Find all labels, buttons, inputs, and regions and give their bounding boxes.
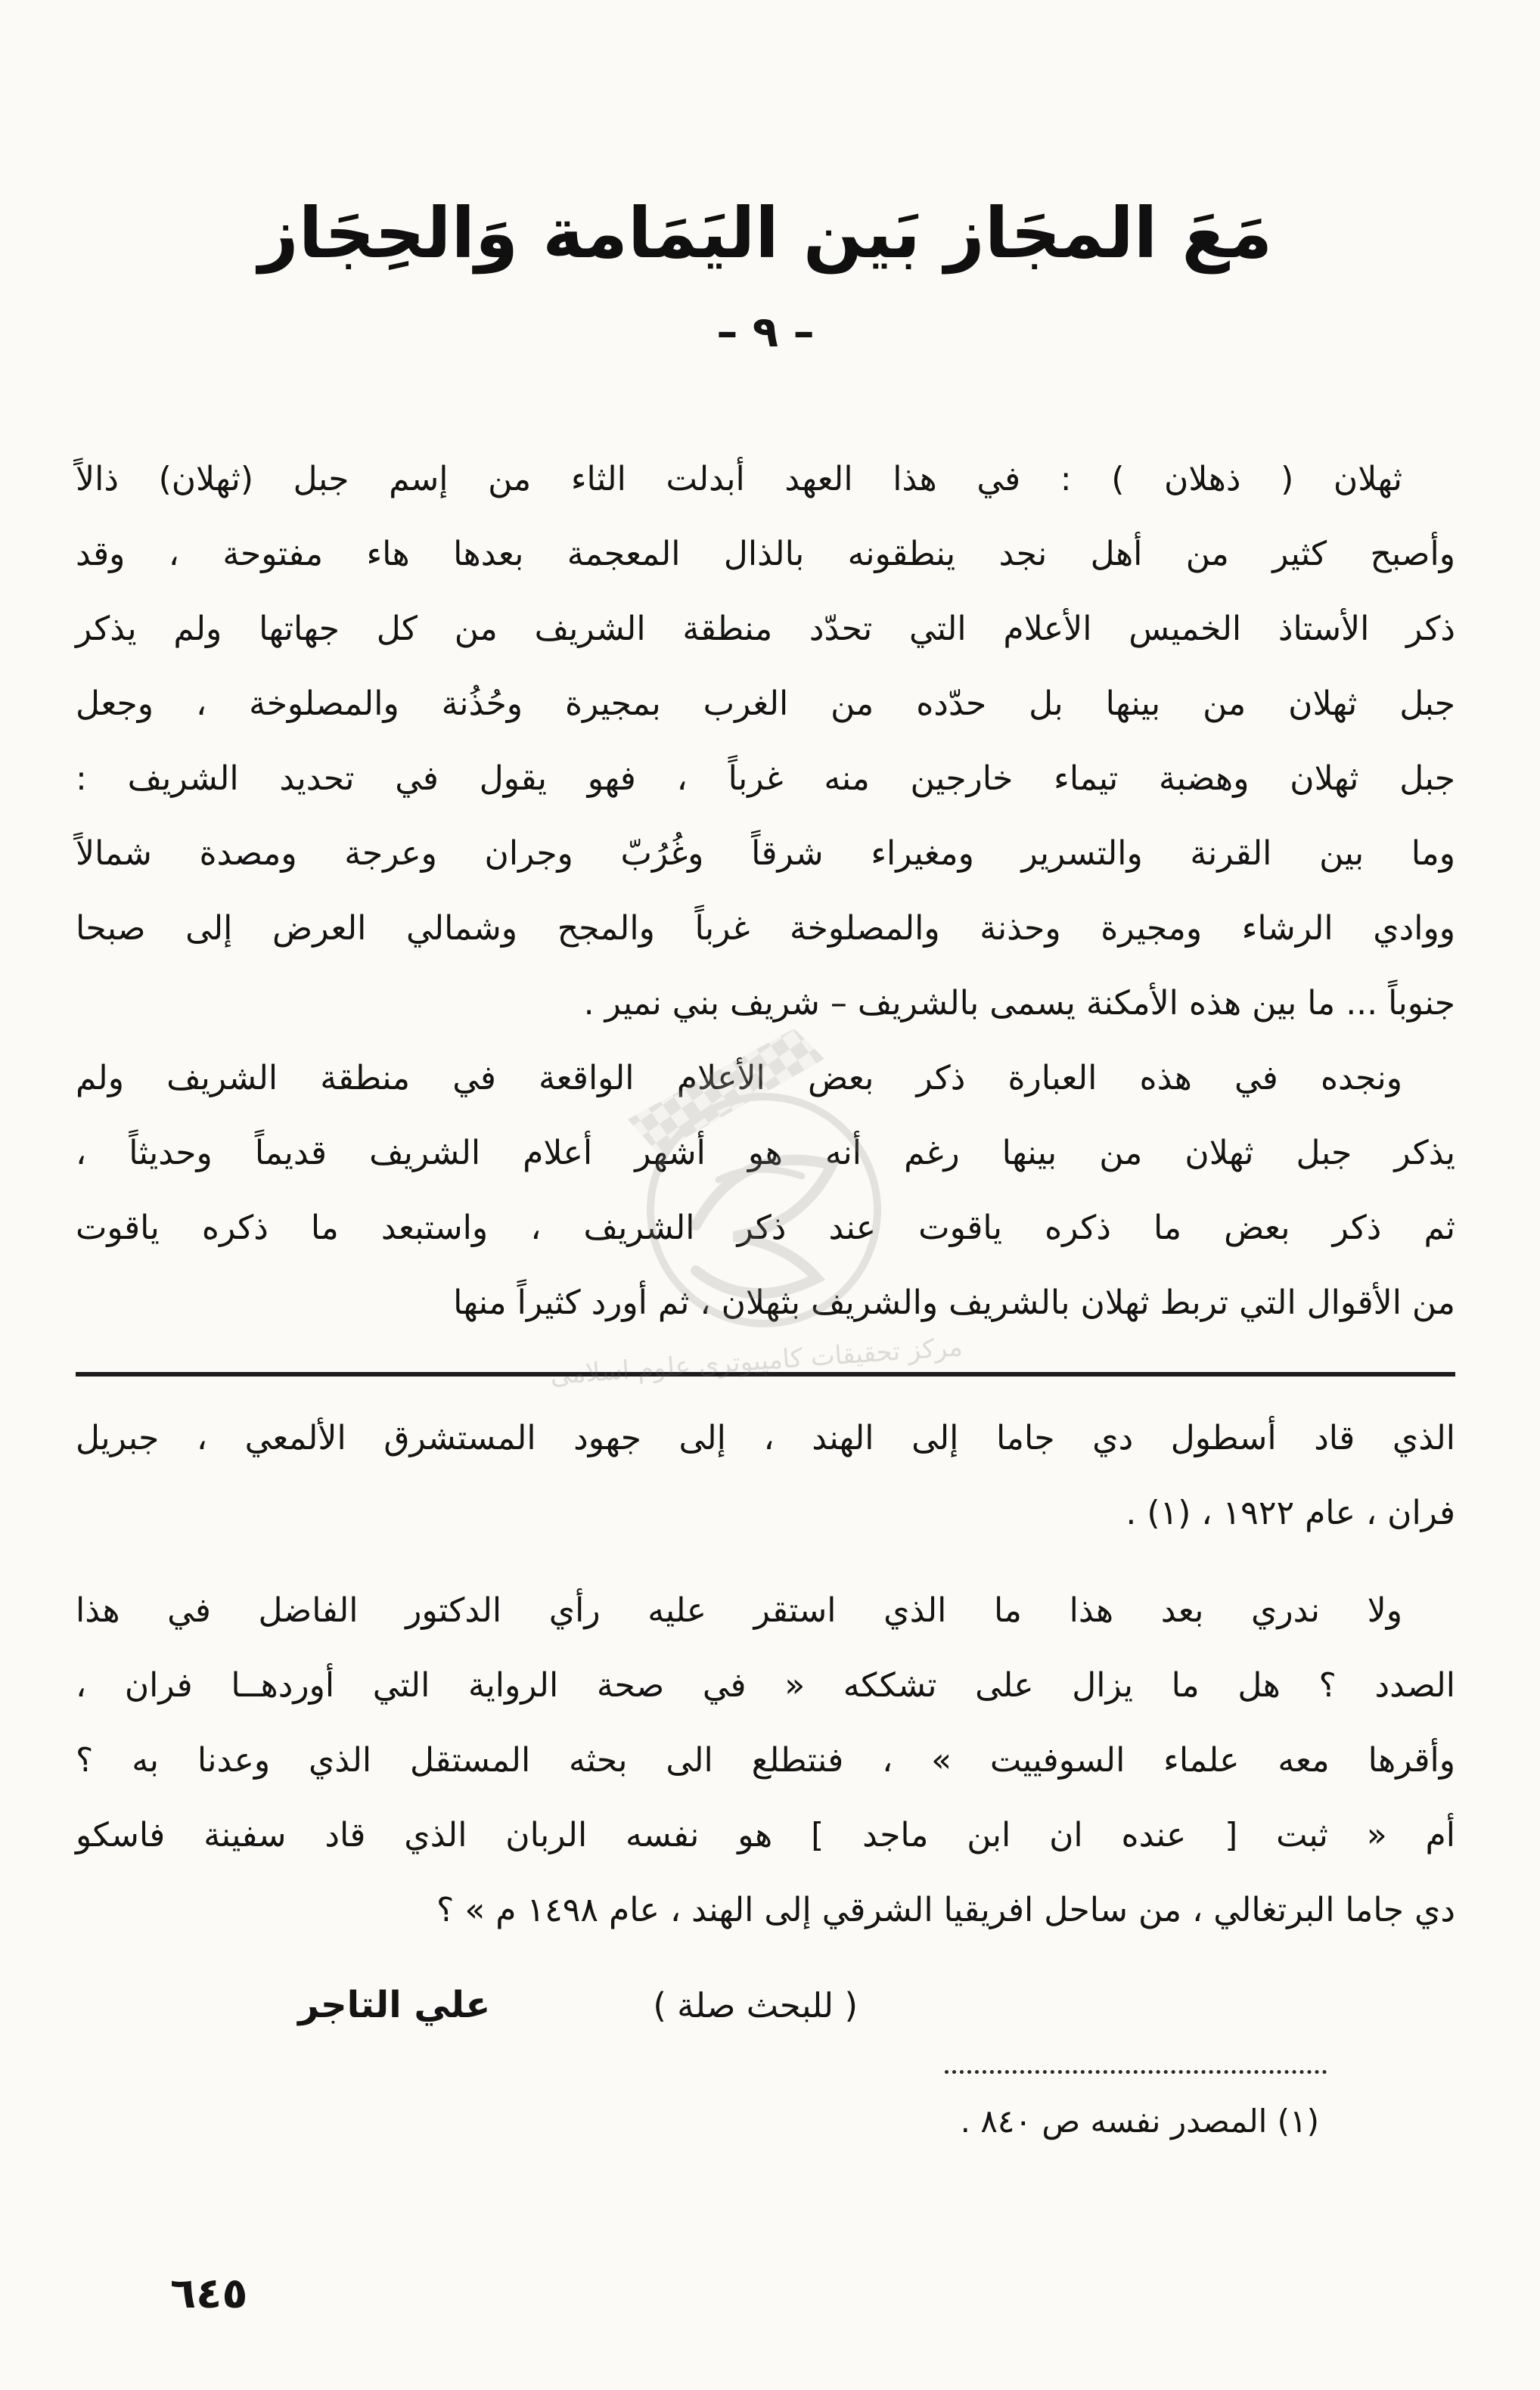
section-number: – ٩ –	[716, 308, 815, 357]
footnote-reference: (١) المصدر نفسه ص ٨٤٠ .	[960, 2103, 1319, 2140]
text-line: وما بين القرنة والتسرير ومغيراء شرقاً وغُرُبّ وجران وعرجة ومصدة شمالاً	[76, 834, 1455, 873]
text-line: ذكر الأستاذ الخميس الأعلام التي تحدّد منطقة الشريف من كل جهاتها ولم يذكر	[76, 610, 1455, 648]
text-line: ثم ذكر بعض ما ذكره ياقوت عند ذكر الشريف ، واستبعد ما ذكره ياقوت	[76, 1209, 1455, 1247]
text-line: الصدد ؟ هل ما يزال على تشككه « في صحة الرواية التي أوردهــا فران ،	[76, 1666, 1455, 1705]
page-title: مَعَ المجَاز بَين اليَمَامة وَالحِجَاز	[258, 193, 1273, 274]
text-line: جبل ثهلان من بينها بل حدّده من الغرب بمجيرة وحُذُنة والمصلوخة ، وجعل	[76, 684, 1455, 723]
author-signature: علي التاجر	[298, 1984, 491, 2026]
text-line: جبل ثهلان وهضبة تيماء خارجين منه غرباً ، فهو يقول في تحديد الشريف :	[76, 759, 1455, 798]
to-be-continued-note: ( للبحث صلة )	[653, 1985, 858, 2025]
text-line: جنوباً ... ما بين هذه الأمكنة يسمى بالشريف – شريف بني نمير .	[583, 984, 1455, 1023]
page-content	[76, 0, 1455, 2140]
text-line: ولا ندري بعد هذا ما الذي استقر عليه رأي الدكتور الفاضل في هذا	[76, 1591, 1402, 1630]
text-line: ووادي الرشاء ومجيرة وحذنة والمصلوخة غرباً والمجح وشمالي العرض إلى صبحا	[76, 909, 1455, 948]
text-line: من الأقوال التي تربط ثهلان بالشريف والشريف بثهلان ، ثم أورد كثيراً منها	[453, 1283, 1455, 1322]
text-line: وأقرها معه علماء السوفييت » ، فنتطلع الى بحثه المستقل الذي وعدنا به ؟	[76, 1741, 1455, 1780]
text-line: دي جاما البرتغالي ، من ساحل افريقيا الشرقي إلى الهند ، عام ١٤٩٨ م » ؟	[436, 1891, 1455, 1929]
footnote-dotted-separator	[945, 2070, 1327, 2074]
page-number: ٦٤٥	[170, 2269, 248, 2318]
body-paragraph-2	[76, 1041, 1455, 1340]
text-line: الذي قاد أسطول دي جاما إلى الهند ، إلى جهود المستشرق الألمعي ، جبريل	[76, 1419, 1455, 1457]
footnote-separator-rule	[76, 1372, 1455, 1377]
text-line: أم « ثبت [ عنده ان ابن ماجد ] هو نفسه الربان الذي قاد سفينة فاسكو	[76, 1816, 1455, 1855]
text-line: فران ، عام ١٩٢٢ ، (١) .	[1126, 1494, 1455, 1532]
footnote-continuation-paragraph	[76, 1401, 1455, 1550]
text-line: ونجده في هذه العبارة ذكر بعض الأعلام الواقعة في منطقة الشريف ولم	[76, 1059, 1402, 1097]
watermark-text: مركز تحقيقات كامپيوترى علوم اسلامى	[549, 1331, 964, 1392]
body-paragraph-1	[76, 442, 1455, 1041]
footnote-discussion-paragraph	[76, 1573, 1455, 1948]
text-line: ثهلان ( ذهلان ) : في هذا العهد أبدلت الثاء من إسم جبل (ثهلان) ذالاً	[76, 460, 1402, 498]
closing-line	[76, 1984, 1455, 2026]
text-line: يذكر جبل ثهلان من بينها رغم أنه هو أشهر أعلام الشريف قديماً وحديثاً ،	[76, 1134, 1455, 1172]
text-line: وأصبح كثير من أهل نجد ينطقونه بالذال المعجمة بعدها هاء مفتوحة ، وقد	[76, 535, 1455, 573]
